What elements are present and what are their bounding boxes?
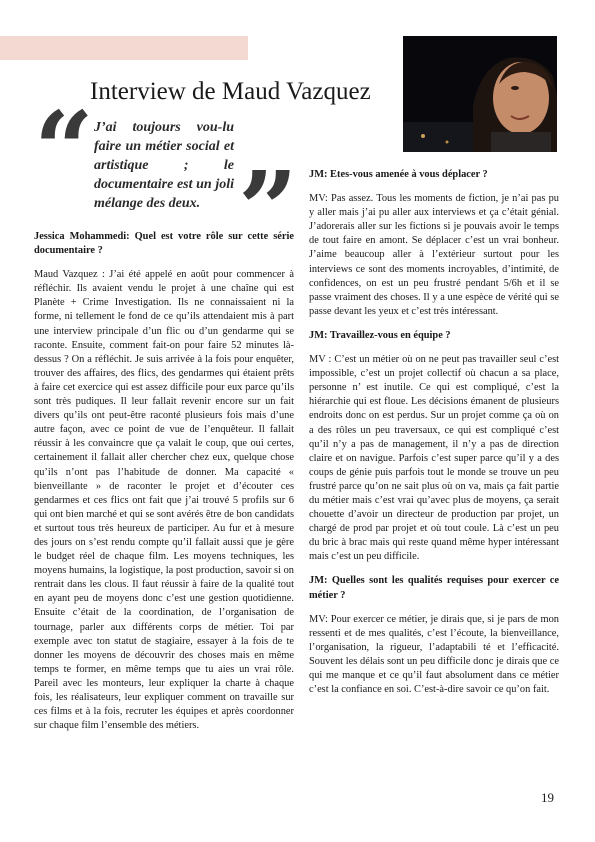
page-title: Interview de Maud Vazquez (90, 78, 371, 105)
portrait-illustration (403, 36, 557, 152)
page-number: 19 (541, 790, 554, 805)
answer-travel: MV: Pas assez. Tous les moments de fiction, je n’ai pas pu y aller mais j’ai pu aller aux interviews et ça c’était génial. J’adorerais aller sur les fictions si je pouvais avoir le temps de tout faire en amont. Se déplacer c’est un vrai bonheur. J’aime beaucoup aller à l’extérieur surtout pour les interviews ce sont des moments incroyables, d’intimité, de confidences, on est un peu frustré pendant 5/6h et il se passe vraiment des choses. Il y a une espèce de vérité qui se passe devant les yeux et c’est très intéressant. (309, 193, 559, 317)
right-column (309, 168, 559, 707)
question-team: JM: Travaillez-vous en équipe ? (309, 329, 451, 341)
answer-qualities: MV: Pour exercer ce métier, je dirais que, si je pars de mon ressenti et de mes qualités, c’est l’écoute, la bienveillance, l’organisation, la rigueur, l’adaptabili té et l’efficacité. Souvent les délais sont un peu difficile donc je dirais que ce qui me manque et ce qu’il faut absolument dans ce métier c’est la confiance en soi. C’est-à-dire savoir ce qu’on fait. (309, 613, 559, 696)
portrait-photo (403, 36, 557, 152)
answer-role: Maud Vazquez : J’ai été appelé en août pour commencer à réfléchir. Ils avaient vendu le projet à une chaîne qui est Planète + Crime Investigation. Ils ne connaissaient ni la forme, ni tellement le fond de ce qu’ils attendaient mis à part une interview principale d’un flic ou d’un gendarme qui se raconte. Ensuite, comment fait-on pour faire 52 minutes là-dessus ? On a réfléchit. Je suis arrivée à la fois pour enquêter, trouver des affaires, des flics, des gendarmes qui étaient prêts à faire cet exercice qui est assez difficile pour eux parce qu’ils sont très pudiques. Il leur fallait revenir encore sur un fait divers qu’ils ont peut-être raconté plusieurs fois mais d’une autre façon, avec ce point de vue de l’enquêteur. Il fallait réussir à les convaincre que ça valait le coup, que oui certes, certainement il fallait aller chercher chez eux, quelque chose qu’ils n’ont pas l’habitude de donner. Ma capacité « bienveillante » de raconter le projet et d’écouter ces gendarmes et ces flics ont fait que j’ai trouvé 5 profils sur 6 qui ont bien marché et qui se sont avérés être de bon candidats et surtout tous très heureux de participer. Au fur et à mesure des jours on s’est rendu compte qu’il fallait aussi que je gère le budget réel de chaque film. Les moyens techniques, les moyens humains, la logistique, la post production, savoir si on rentrait dans les clous. Il faut réussir à faire de la qualité tout en ayant peu de moyens donc c’est une gestion quotidienne. Ensuite c’était de la coordination, de l’organisation de tournage, parler aux différents corps de métier. Toi par exemple avec ton statut de stagiaire, essayer à la fois de te donner les moyens de découvrir des choses mais en même temps te former, en même temps que tu aies un vrai rôle. Pareil avec les monteurs, leur expliquer la charte à chaque fois, les réalisateurs, leur expliquer comment on travaille sur ces films et à la fois, recruter les équipes et après coordonner sur chaque film l’ensemble des métiers. (34, 269, 294, 732)
close-quote-icon: ” (238, 148, 298, 271)
question-qualities: JM: Quelles sont les qualités requises pour exercer ce métier ? (309, 575, 559, 601)
header-accent-band (0, 36, 248, 60)
pull-quote (94, 118, 234, 213)
open-quote-icon: “ (34, 88, 94, 211)
question-role: Jessica Mohammedi: Quel est votre rôle sur cette série documentaire ? (34, 231, 294, 257)
question-travel: JM: Etes-vous amenée à vous déplacer ? (309, 169, 488, 180)
answer-team: MV : C’est un métier où on ne peut pas travailler seul c’est impossible, c’est un projet collectif où chacun a sa place, personne n’ est inutile. Ce qui est compliqué, c’est la hiérarchie qui est floue. Les décisions émanent de plusieurs endroits donc on est perdus. Sur un projet comme ça où on a des rôles un peu traversaux, ce qui est compliqué c’est qu’il n’y a pas de management, il n’y a pas de direction claire et on navigue. Parfois c’est super parce qu’il y a des coups de génie puis parfois tout le monde se trouve un peu frustré parce qu’on ne sait plus où on va, mais ça fait partie du métier mais c’est vrai qu’avec plus de moyens, ça serait chouette d’avoir un directeur de production par projet, un chargé de prod par projet et où tout coule. Là c’est un peu du bric à brac mais qui reste quand même hyper intéressant mais c’est un peu difficile. (309, 354, 559, 563)
left-column (34, 230, 294, 743)
pull-quote-text: J’ai toujours vou-lu faire un métier social et artistique ; le documentaire est un joli mélange des deux. (94, 120, 234, 211)
